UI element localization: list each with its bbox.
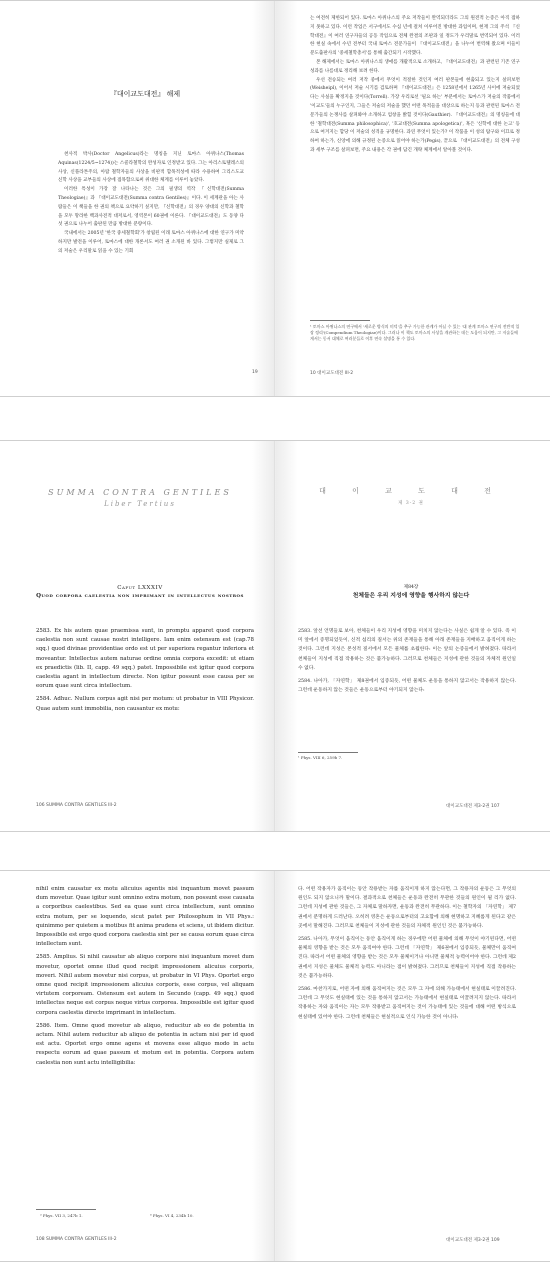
paragraph: 2584. 나아가, 「자연학」 제8권에서 입증되듯, 어떤 물체도 운동을 통하지 않고서는 작용하지 않는다. 그런데 운동하지 않는 것들은 운동으로부터 야기되지 않는다: xyxy=(298,679,516,694)
body-text xyxy=(58,151,244,257)
spread3-right-page xyxy=(276,871,550,1261)
book-spread-1 xyxy=(0,0,550,397)
chapter-heading xyxy=(296,584,526,599)
paragraph: 는 여전히 제한되어 있다. 토마스 아퀴나스의 주요 저작들이 완역되더라도 그의 원전적 논증은 아직 접하지 못하고 있다. 이런 작업은 서구에서도 수십 년에 걸쳐 이루어진 방대한 과업이며, 현재 그의 주석 『신학대전』이 여러 연구자들의 공동 작업으로 전체 완결의 조판과 일 정도가 우리말로 번역되어 있다. 이러한 현실 속에서 수년 전부터 국내 토마스 전문가들이 『대이교도대전』을 나누어 번역해 왔으며 이들이 분도출판사의 '중세철학총서'를 통해 출간되기 시작했다. xyxy=(310,16,520,57)
running-title: 대 이 교 도 대 전 xyxy=(319,487,503,495)
body-text xyxy=(310,15,520,156)
page-number: 대이교도대전 제3-2권 107 xyxy=(446,804,500,809)
spread2-left-page xyxy=(0,441,274,831)
paragraph: 본 해제에서는 토마스 아퀴나스의 생애를 개괄적으로 소개하고, 『대이교도대전』과 관련된 기존 연구 성과를 나름대로 정리해 보려 한다. xyxy=(310,59,520,74)
latin-text xyxy=(36,627,254,718)
footnote-rule xyxy=(36,1209,96,1210)
spread3-left-page xyxy=(0,871,274,1261)
book-spread-3 xyxy=(0,870,550,1262)
paragraph: 2583. Ex his autem quae praemissa sunt, in promptu apparet quod corpora caelestia non sunt causae nostri intelligere. Iam enim ostensum est (cap.78 sqq.) quod divinae providentiae ordo est ut per superiora regantur inferiora et moveantur. Intellectus autem naturae ordine omnia corpora excedit: ut etiam ex praedictis (lib. II, capp. 49 sqq.) patet. Impossibile est igitur quod corpora caelestia agant in intellectum directe. Non igitur possunt esse causa per se eorum quae sunt circa intellectum. xyxy=(36,628,254,690)
paragraph: 2583. 앞선 언명들로 보아, 천체들이 우리 지성에 영향을 미치지 않는다는 사실은 쉽게 알 수 있다. 즉 이미 앞에서 증명되었듯이, 신적 섭리의 질서는 위의 존재들을 통해 아래 존재들을 지배하고 움직이게 하는 것이다. 그런데 지성은 본성적 질서에서 모든 물체를 초월한다: 이는 앞의 논증들에서 밝혀졌다. 따라서 천체들이 지성에 직접 작용하는 것은 불가능하다. 그러므로 천체들은 지성에 관한 것들의 자체적 원인일 수 없다. xyxy=(298,629,516,671)
paragraph: 2586. 마찬가지로, 어떤 자에 의해 움직여지는 것은 모두 그 자에 의해 가능태에서 현실태로 이끌려진다. 그런데 그 무엇도 현실태에 있는 것을 통하지 않고서는 가능태에서 현실태로 이끌려지지 않는다. 따라서 작용하는 자와 움직이는 자는 모두 작용받고 움직여지는 것이 가능태에 있는 것들에 대해 어떤 방식으로 현실태에 있어야 한다. 그런데 천체들은 현실적으로 인식 가능한 것이 아니다: xyxy=(298,987,516,1020)
page-heading: 『대이교도대전』 해제 xyxy=(109,90,181,98)
book-spread-2 xyxy=(0,440,550,832)
paragraph: 천사적 박사(Doctor Angelicus)라는 명칭을 지닌 토마스 아퀴나스(Thomas Aquinas(1224/5~1274))는 스콜라철학의 완성자로 인정받고 있다. 그는 아리스토텔레스의 사상, 신플라톤주의, 아랍 철학자들의 사상을 비판적 합목적성에 따라 수용하여 그리스도교 신학 사상을 교부들의 사상에 접목함으로써 위대한 체계를 이루어 놓았다. xyxy=(58,152,244,184)
paragraph: 이러한 특성이 가장 잘 나타나는 것은 그의 필생의 역작 『신학대전(Summa Theologiae)』과 『대이교도대전(Summa contra Gentiles)』이다. 이 세계관을 아는 사람들은 이 책들을 한 권의 책으로 요약하기 싶지만, 『신학대전』의 경우 양대의 신학과 철학을 모두 망라한 백과사전적 대저로서, 영역본이 60권에 이른다. 『대이교도대전』도 동양 다섯 권으로 나누어 출판된 만큼 방대한 분량이다. xyxy=(58,187,244,228)
spread1-right-page xyxy=(276,1,550,396)
page-number: 19 xyxy=(252,370,258,375)
spread1-left-page xyxy=(0,1,274,396)
chapter-title: 천체들은 우리 지성에 영향을 행사하지 않는다 xyxy=(352,593,470,599)
footnote: ⁵ Phys. VII 3, 247b 1. xyxy=(40,1213,83,1218)
korean-text xyxy=(298,627,516,699)
footnote-rule xyxy=(310,320,370,321)
page-number: 106 SUMMA CONTRA GENTILES III-2 xyxy=(36,803,117,808)
footnote: ¹ Phys. VIII 6, 259b 7. xyxy=(298,755,343,760)
paragraph: 국내에서는 2005년 '한국 중세철학회'가 창립된 이래 토마스 아퀴나스에 대한 연구가 미약하지만 발전을 이루어, 토마스에 대한 개론서도 여러 권 소개된 바 있다. 그렇지만 실제로 그의 저술은 우리말로 읽을 수 있는 기회 xyxy=(58,231,244,254)
paragraph: 2585. Amplius. Si nihil causatur ab aliquo corpore nisi inquantum movet dum movetur, oportet omne illud quod recipit impressionem alicuius corporis, moveri. Nihil autem movetur nisi corpus, ut probatur in VI Phys. Oportet ergo omne quod recipit impressionem alicuius corporis, esse corpus, vel aliquam virtutem corpoream. Ostensum est autem in Secundo (capp. 49 sqq.) quod intellectus neque est corpus neque virtus corporea. Impossibile est igitur quod corpora caelestia directe imprimant in intellectum. xyxy=(36,954,254,1016)
paragraph: 2586. Item. Omne quod movetur ab aliquo, reducitur ab eo de potentia in actum. Nihil autem reducitur ab aliquo de potentia in actum nisi per id quod est actu. Oportet ergo omne agens et movens esse aliquo modo in actu respectu eorum ad quae passum et motum est in potentia. Corpora autem caelestia non sunt actu intelligibilia: xyxy=(36,1022,254,1066)
paragraph: 우선 전승되는 여러 저작 중에서 무엇이 적절한 것인지 여러 판본들에 현출되고 있는지 살펴보면(Weisheipl), 이어서 저술 시기를 검토하며 『대이교도대전』은 1258년에서 1265년 사이에 저술되었다는 사실을 확정지을 것이다(Torrell). 가장 우리로선 '필요 하는' 부분에서는 토마스가 저술의 작품에서 '이교도'들의 누구인지, 그들은 저술의 저술을 했던 어떤 목적들을 대상으로 하는지 등과 관련된 토마스 전문가들의 논쟁사를 살펴봐야 소개하고 엄창을 밝힐 것이다(Gauthier). 『대이교도대전』의 명칭들에 대한 '철학대전(Summa philosophica)', '호교대전(Summa apologetica)', 혹은 '신학에 대한 논고' 등으로 여겨지는 합당 이 저술의 성격을 규명한다. 과연 무엇이 있는가? 이 작품을 이 성의 탐구와 이끄로 정하여 하는가, 신앙에 의해 규정된 논증으로 읽어야 하는가(Pegis), 끝으로 『대이교도대전』의 전체 구성과 세부 구조를 살펴보면, 주요 내용은 각 권에 담긴 개략 체계에서 알아볼 것이다. xyxy=(310,77,520,153)
page-number: 10 대이교도대전 III-2 xyxy=(310,371,354,376)
paragraph: nihil enim causatur ex motu alicuius agentis nisi inquantum movet passum dum movetur. Quae igitur sunt omnino extra motum, non possunt esse causata a corporibus caelestibus. Sed ea quae sunt circa intellectum, sunt omnino extra motum, per se loquendo, sicut patet per Philosophum in VII Phys.: quinimmo per quietem a motibus fit anima prudens et sciens, ut ibidem dicitur. Impossibile est ergo quod corpora caelestia sint per se causa eorum quae circa intellectum sunt. xyxy=(36,886,254,948)
paragraph: 다. 어떤 작용자가 움직이는 동안 작용받는 자를 움직이게 하지 않는다면, 그 작용자의 운동은 그 무엇의 원인도 되지 않으니까 말이다. 결과적으로 천체들은 운동과 완전히 무관한 것들의 원인이 될 리가 없다. 그런데 지성에 관한 것들은, 그 자체로 말하자면, 운동과 완전히 무관하다. 이는 철학자의 「자연학」 제7권에서 분명하게 드러난다. 오히려 영혼은 운동으로부터의 고요함에 의해 현명하고 지혜롭게 된다고 같은 곳에서 말해진다. 그러므로 천체들이 지성에 관한 것들의 자체적 원인인 것은 불가능하다. xyxy=(298,887,516,929)
paragraph: 2585. 나아가, 무엇이 움직이는 동안 움직이게 하는 경우에만 어떤 물체에 의해 무엇이 야기된다면, 어떤 물체의 영향을 받는 것은 모두 움직여야 한다. 그런데 「자연학」 제6권에서 입증되듯, 물체만이 움직여진다. 따라서 어떤 물체의 영향을 받는 것은 모두 물체이거나 아니면 물체적 능력이어야 한다. 그런데 제2권에서 지성은 물체도 물체적 능력도 아니라는 점이 밝혀졌다. 그러므로 천체들이 지성에 직접 작용하는 것은 불가능하다. xyxy=(298,937,516,979)
caput-title: Quod corpora caelestia non imprimant in intellectus nostros xyxy=(36,593,244,600)
latin-text xyxy=(36,885,254,1072)
spread2-right-page xyxy=(276,441,550,831)
chapter-number: 제84장 xyxy=(403,585,419,590)
running-subtitle: 제 3-2 권 xyxy=(398,501,424,506)
page-number: 대이교도대전 제3-2권 109 xyxy=(446,1238,500,1243)
caput-number: Caput LXXXIV xyxy=(117,585,163,591)
footnote-rule xyxy=(298,752,358,753)
running-title: SUMMA CONTRA GENTILES xyxy=(48,488,232,497)
footnote: ⁶ Phys. VI 4, 234b 10. xyxy=(150,1213,194,1218)
korean-text xyxy=(298,885,516,1026)
page-number: 108 SUMMA CONTRA GENTILES III-2 xyxy=(36,1237,117,1242)
chapter-heading xyxy=(30,584,250,601)
running-subtitle: Liber Tertius xyxy=(104,500,176,508)
paragraph: 2584. Adhuc. Nullum corpus agit nisi per motum: ut probatur in VIII Physicor. Quae autem sunt immobilia, non causantur ex motu: xyxy=(36,696,254,712)
footnote: ¹ 토마스 아퀴나스의 연구에서 '새로운 방식의 미덕'을 추구 가능한 관계가 아닐 수 있는 '대 관계 토마스 연구의 전반적 입장 정리'(Compendium Theologiae)이다. 그러나 이 책도 토마스의 사상을 개관하는 데는 도움이 되지만, 그 저술들에게서는 동서 대체로 여러분들로 이후 연속 설명을 통 수 있다. xyxy=(310,324,520,341)
